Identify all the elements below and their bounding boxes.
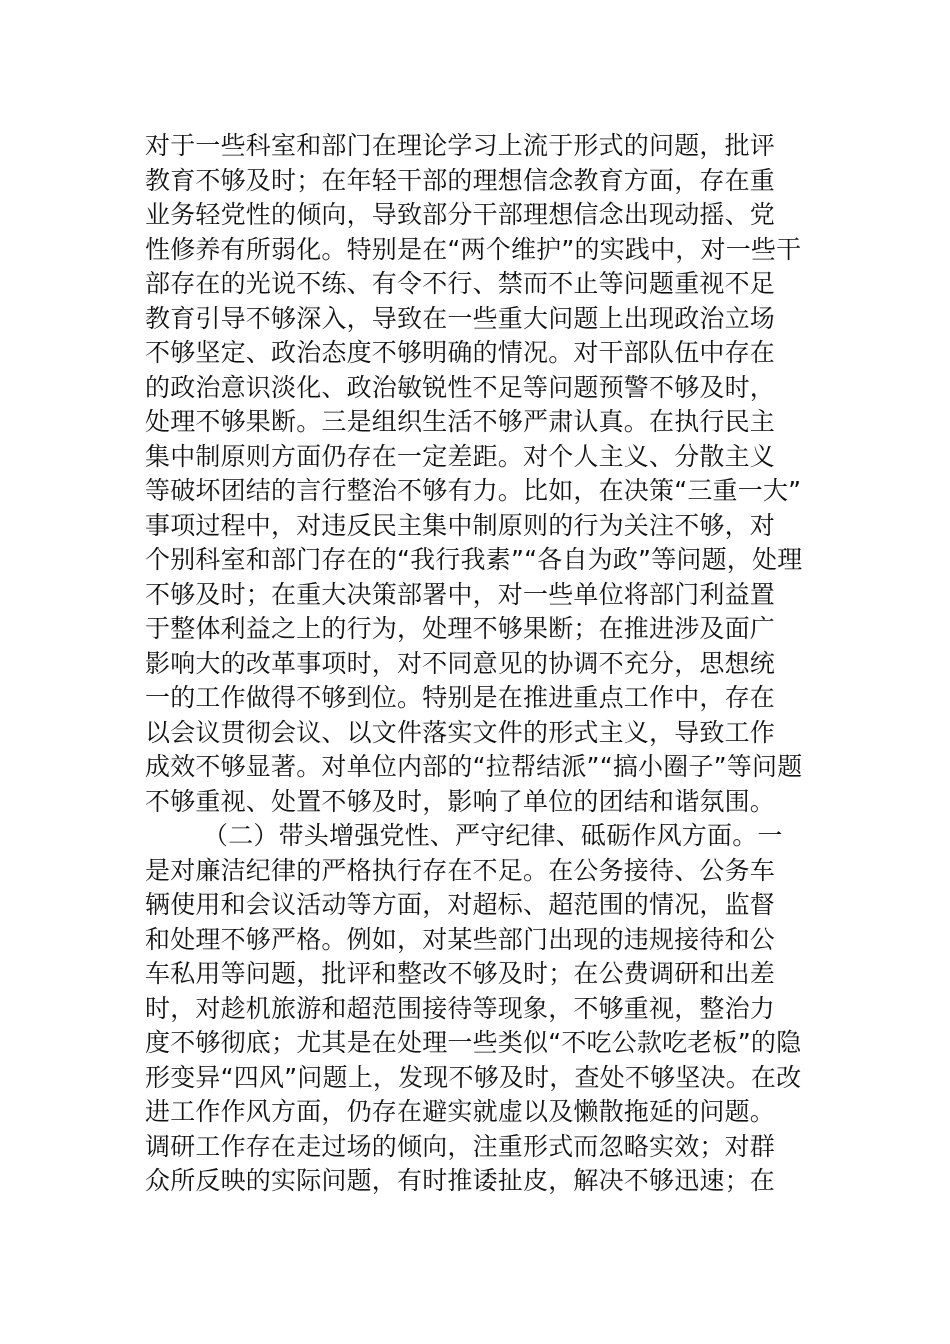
text-line: 辆使用和会议活动等方面，对超标、超范围的情况，监督 — [145, 890, 776, 919]
text-line: 处理不够果断。三是组织生活不够严肃认真。在执行民主 — [145, 407, 776, 436]
text-line: 的政治意识淡化、政治敏锐性不足等问题预警不够及时， — [145, 372, 776, 402]
text-line: 时，对趁机旅游和超范围接待等现象，不够重视，整治力 — [145, 993, 776, 1023]
text-line: 以会议贯彻会议、以文件落实文件的形式主义，导致工作 — [145, 717, 776, 747]
text-line: 于整体利益之上的行为，处理不够果断；在推进涉及面广 — [145, 614, 776, 643]
text-line: 事项过程中，对违反民主集中制原则的行为关注不够，对 — [145, 510, 776, 540]
body-text — [145, 129, 810, 1199]
text-line: 不够及时；在重大决策部署中，对一些单位将部门利益置 — [145, 579, 776, 609]
text-line: 对于一些科室和部门在理论学习上流于形式的问题，批评 — [145, 131, 776, 160]
text-line: 车私用等问题，批评和整改不够及时；在公费调研和出差 — [145, 959, 776, 988]
text-line: 业务轻党性的倾向，导致部分干部理想信念出现动摇、党 — [145, 200, 776, 229]
text-line: 部存在的光说不练、有令不行、禁而不止等问题重视不足 — [145, 269, 776, 298]
text-line: 度不够彻底；尤其是在处理一些类似“不吃公款吃老板”的隐 — [145, 1028, 802, 1057]
text-line: 众所反映的实际问题，有时推诿扯皮，解决不够迅速；在 — [145, 1166, 776, 1195]
text-line: 进工作作风方面，仍存在避实就虚以及懒散拖延的问题。 — [145, 1097, 776, 1126]
text-line: 性修养有所弱化。特别是在“两个维护”的实践中，对一些干 — [145, 234, 802, 264]
text-line: 等破坏团结的言行整治不够有力。比如，在决策“三重一大” — [145, 476, 802, 505]
text-line: 教育引导不够深入，导致在一些重大问题上出现政治立场 — [145, 303, 776, 333]
text-line: 不够坚定、政治态度不够明确的情况。对干部队伍中存在 — [145, 338, 776, 367]
text-line: 形变异“四风”问题上，发现不够及时，查处不够坚决。在改 — [145, 1062, 802, 1092]
text-line: 成效不够显著。对单位内部的“拉帮结派”“搞小圈子”等问题 — [145, 752, 803, 781]
text-line: 个别科室和部门存在的“我行我素”“各自为政”等问题，处理 — [145, 545, 803, 574]
text-line: 一的工作做得不够到位。特别是在推进重点工作中，存在 — [145, 683, 776, 712]
text-line: 不够重视、处置不够及时，影响了单位的团结和谐氛围。 — [145, 786, 776, 816]
section-heading-line: （二）带头增强党性、严守纪律、砥砺作风方面。一 — [203, 821, 783, 850]
text-line: 影响大的改革事项时，对不同意见的协调不充分，思想统 — [145, 648, 776, 678]
text-line: 和处理不够严格。例如，对某些部门出现的违规接待和公 — [145, 924, 776, 954]
text-line: 调研工作存在走过场的倾向，注重形式而忽略实效；对群 — [145, 1131, 776, 1161]
text-line: 是对廉洁纪律的严格执行存在不足。在公务接待、公务车 — [145, 855, 776, 885]
text-line: 集中制原则方面仍存在一定差距。对个人主义、分散主义 — [145, 441, 776, 471]
text-line: 教育不够及时；在年轻干部的理想信念教育方面，存在重 — [145, 165, 776, 195]
